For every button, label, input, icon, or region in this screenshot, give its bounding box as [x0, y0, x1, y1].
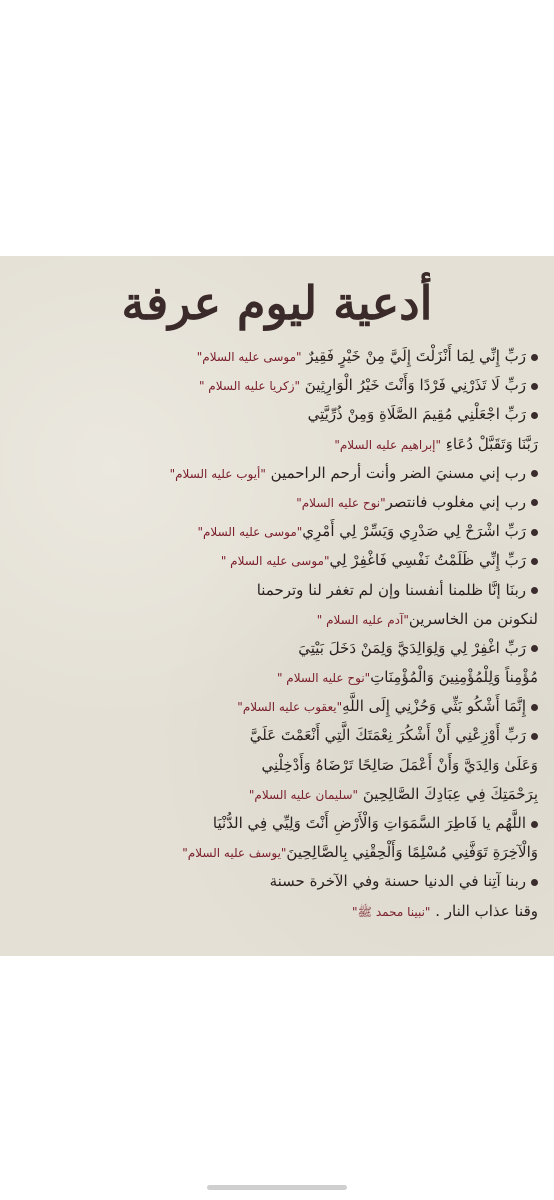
bullet-icon: [531, 645, 538, 652]
dua-line: [14, 838, 538, 867]
bullet-icon: [531, 412, 538, 419]
bullet-icon: [531, 383, 538, 390]
prophet-attribution: "موسى عليه السلام": [196, 350, 302, 364]
dua-text: رب إني مسنيَ الضر وأنت أرحم الراحمين: [265, 463, 526, 482]
prophet-attribution: "إبراهيم عليه السلام": [334, 437, 442, 452]
dua-line: [14, 721, 538, 750]
prophet-attribution: "موسى عليه السلام": [197, 525, 303, 540]
dua-text: بِرَحْمَتِكَ فِي عِبَادِكَ الصَّالِحِينَ: [358, 784, 538, 803]
prophet-attribution: "سليمان عليه السلام": [248, 787, 359, 802]
bullet-icon: [531, 529, 538, 536]
prophet-attribution: "نوح عليه السلام": [296, 495, 386, 510]
dua-image: [0, 256, 554, 956]
dua-text: ربنَا إنَّا ظلمنا أنفسنا وإن لم تغفر لنا وترحمنا: [256, 580, 526, 599]
dua-text: إِنَّمَا أَشْكُو بَثِّي وَحُزْنِي إِلَى اللَّهِ: [342, 697, 526, 716]
prophet-attribution: "زكريا عليه السلام ": [198, 379, 301, 394]
dua-line: [14, 897, 538, 926]
dua-text: رَبِّ إِنِّي لِمَا أَنْزَلْتَ إِلَيَّ مِنْ خَيْرٍ فَقِيرٌ: [301, 347, 526, 365]
dua-text: رَبَّنَا وَتَقَبَّلْ دُعَاءِ: [441, 434, 538, 453]
dua-text: وقنا عذاب النار .: [430, 901, 538, 920]
dua-text: رَبِّ اجْعَلْنِي مُقِيمَ الصَّلَاةِ وَمِنْ ذُرِّيَّتِي: [307, 405, 526, 424]
prophet-attribution: "نوح عليه السلام ": [276, 671, 371, 686]
dua-text: رَبِّ إِنِّي ظَلَمْتُ نَفْسِي فَاغْفِرْ لِي: [329, 551, 526, 570]
dua-line: [14, 780, 538, 809]
dua-line: [14, 867, 538, 896]
prophet-attribution: "يوسف عليه السلام": [182, 846, 287, 861]
bullet-icon: [531, 499, 538, 506]
dua-list: [14, 342, 538, 926]
page-title: أدعية ليوم عرفة: [121, 276, 433, 330]
dua-text: وَعَلَىٰ وَالِدَيَّ وَأَنْ أَعْمَلَ صَالِحًا تَرْضَاهُ وَأَدْخِلْنِي: [261, 755, 538, 774]
prophet-attribution: "نبينا محمد ﷺ": [352, 904, 431, 919]
dua-line: [14, 459, 538, 488]
prophet-attribution: "أيوب عليه السلام": [169, 466, 266, 481]
dua-line: [14, 692, 538, 721]
bullet-icon: [531, 821, 538, 828]
prophet-attribution: "يعقوب عليه السلام": [237, 700, 343, 715]
dua-text: وَالْآخِرَةِ تَوَفَّنِي مُسْلِمًا وَأَلْحِقْنِي بِالصَّالِحِينَ: [286, 843, 538, 862]
dua-text: رَبِّ اغْفِرْ لِي وَلِوَالِدَيَّ وَلِمَنْ دَخَلَ بَيْتِيَ: [298, 638, 526, 657]
dua-line: [14, 517, 538, 546]
dua-line: [14, 576, 538, 605]
dua-text: رَبِّ اشْرَحْ لِي صَدْرِي وَيَسِّرْ لِي أَمْرِي: [302, 522, 526, 541]
bullet-icon: [531, 879, 538, 886]
dua-line: [14, 809, 538, 838]
dua-text: لنكونن من الخاسرين: [408, 609, 538, 628]
home-indicator[interactable]: [207, 1185, 347, 1190]
dua-line: [14, 634, 538, 663]
dua-text: مُؤْمِناً وَلِلْمُؤْمِنِينَ وَالْمُؤْمِنَاتِ: [370, 668, 538, 687]
bullet-icon: [531, 704, 538, 711]
bullet-icon: [531, 587, 538, 594]
dua-line: [14, 546, 538, 575]
bullet-icon: [531, 470, 538, 477]
dua-text: ربنا آتِنا في الدنيا حسنة وفي الآخرة حسنة: [269, 872, 526, 891]
dua-text: اللَّهُم يا فَاطِرَ السَّمَوَاتِ وَالْأَرْضِ أَنْتَ وَلِيِّي فِي الدُّنْيَا: [212, 814, 526, 832]
bullet-icon: [531, 733, 538, 740]
prophet-attribution: "موسى عليه السلام ": [220, 554, 330, 569]
bullet-icon: [531, 558, 538, 565]
dua-text: رَبِّ لَا تَذَرْنِي فَرْدًا وَأَنْتَ خَيْرُ الْوَارِثِينَ: [300, 376, 526, 395]
dua-text: رب إني مغلوب فانتصر: [385, 492, 526, 511]
dua-line: [14, 400, 538, 429]
bullet-icon: [531, 354, 538, 361]
dua-line: [14, 605, 538, 634]
dua-line: [14, 371, 538, 400]
dua-text: رَبِّ أَوْزِعْنِي أَنْ أَشْكُرَ نِعْمَتَكَ الَّتِي أَنْعَمْتَ عَلَيَّ: [249, 726, 526, 745]
dua-line: [14, 430, 538, 459]
dua-line: [14, 751, 538, 780]
dua-line: [14, 663, 538, 692]
prophet-attribution: "آدم عليه السلام ": [316, 612, 409, 627]
dua-line: [14, 488, 538, 517]
dua-line: [14, 342, 538, 371]
